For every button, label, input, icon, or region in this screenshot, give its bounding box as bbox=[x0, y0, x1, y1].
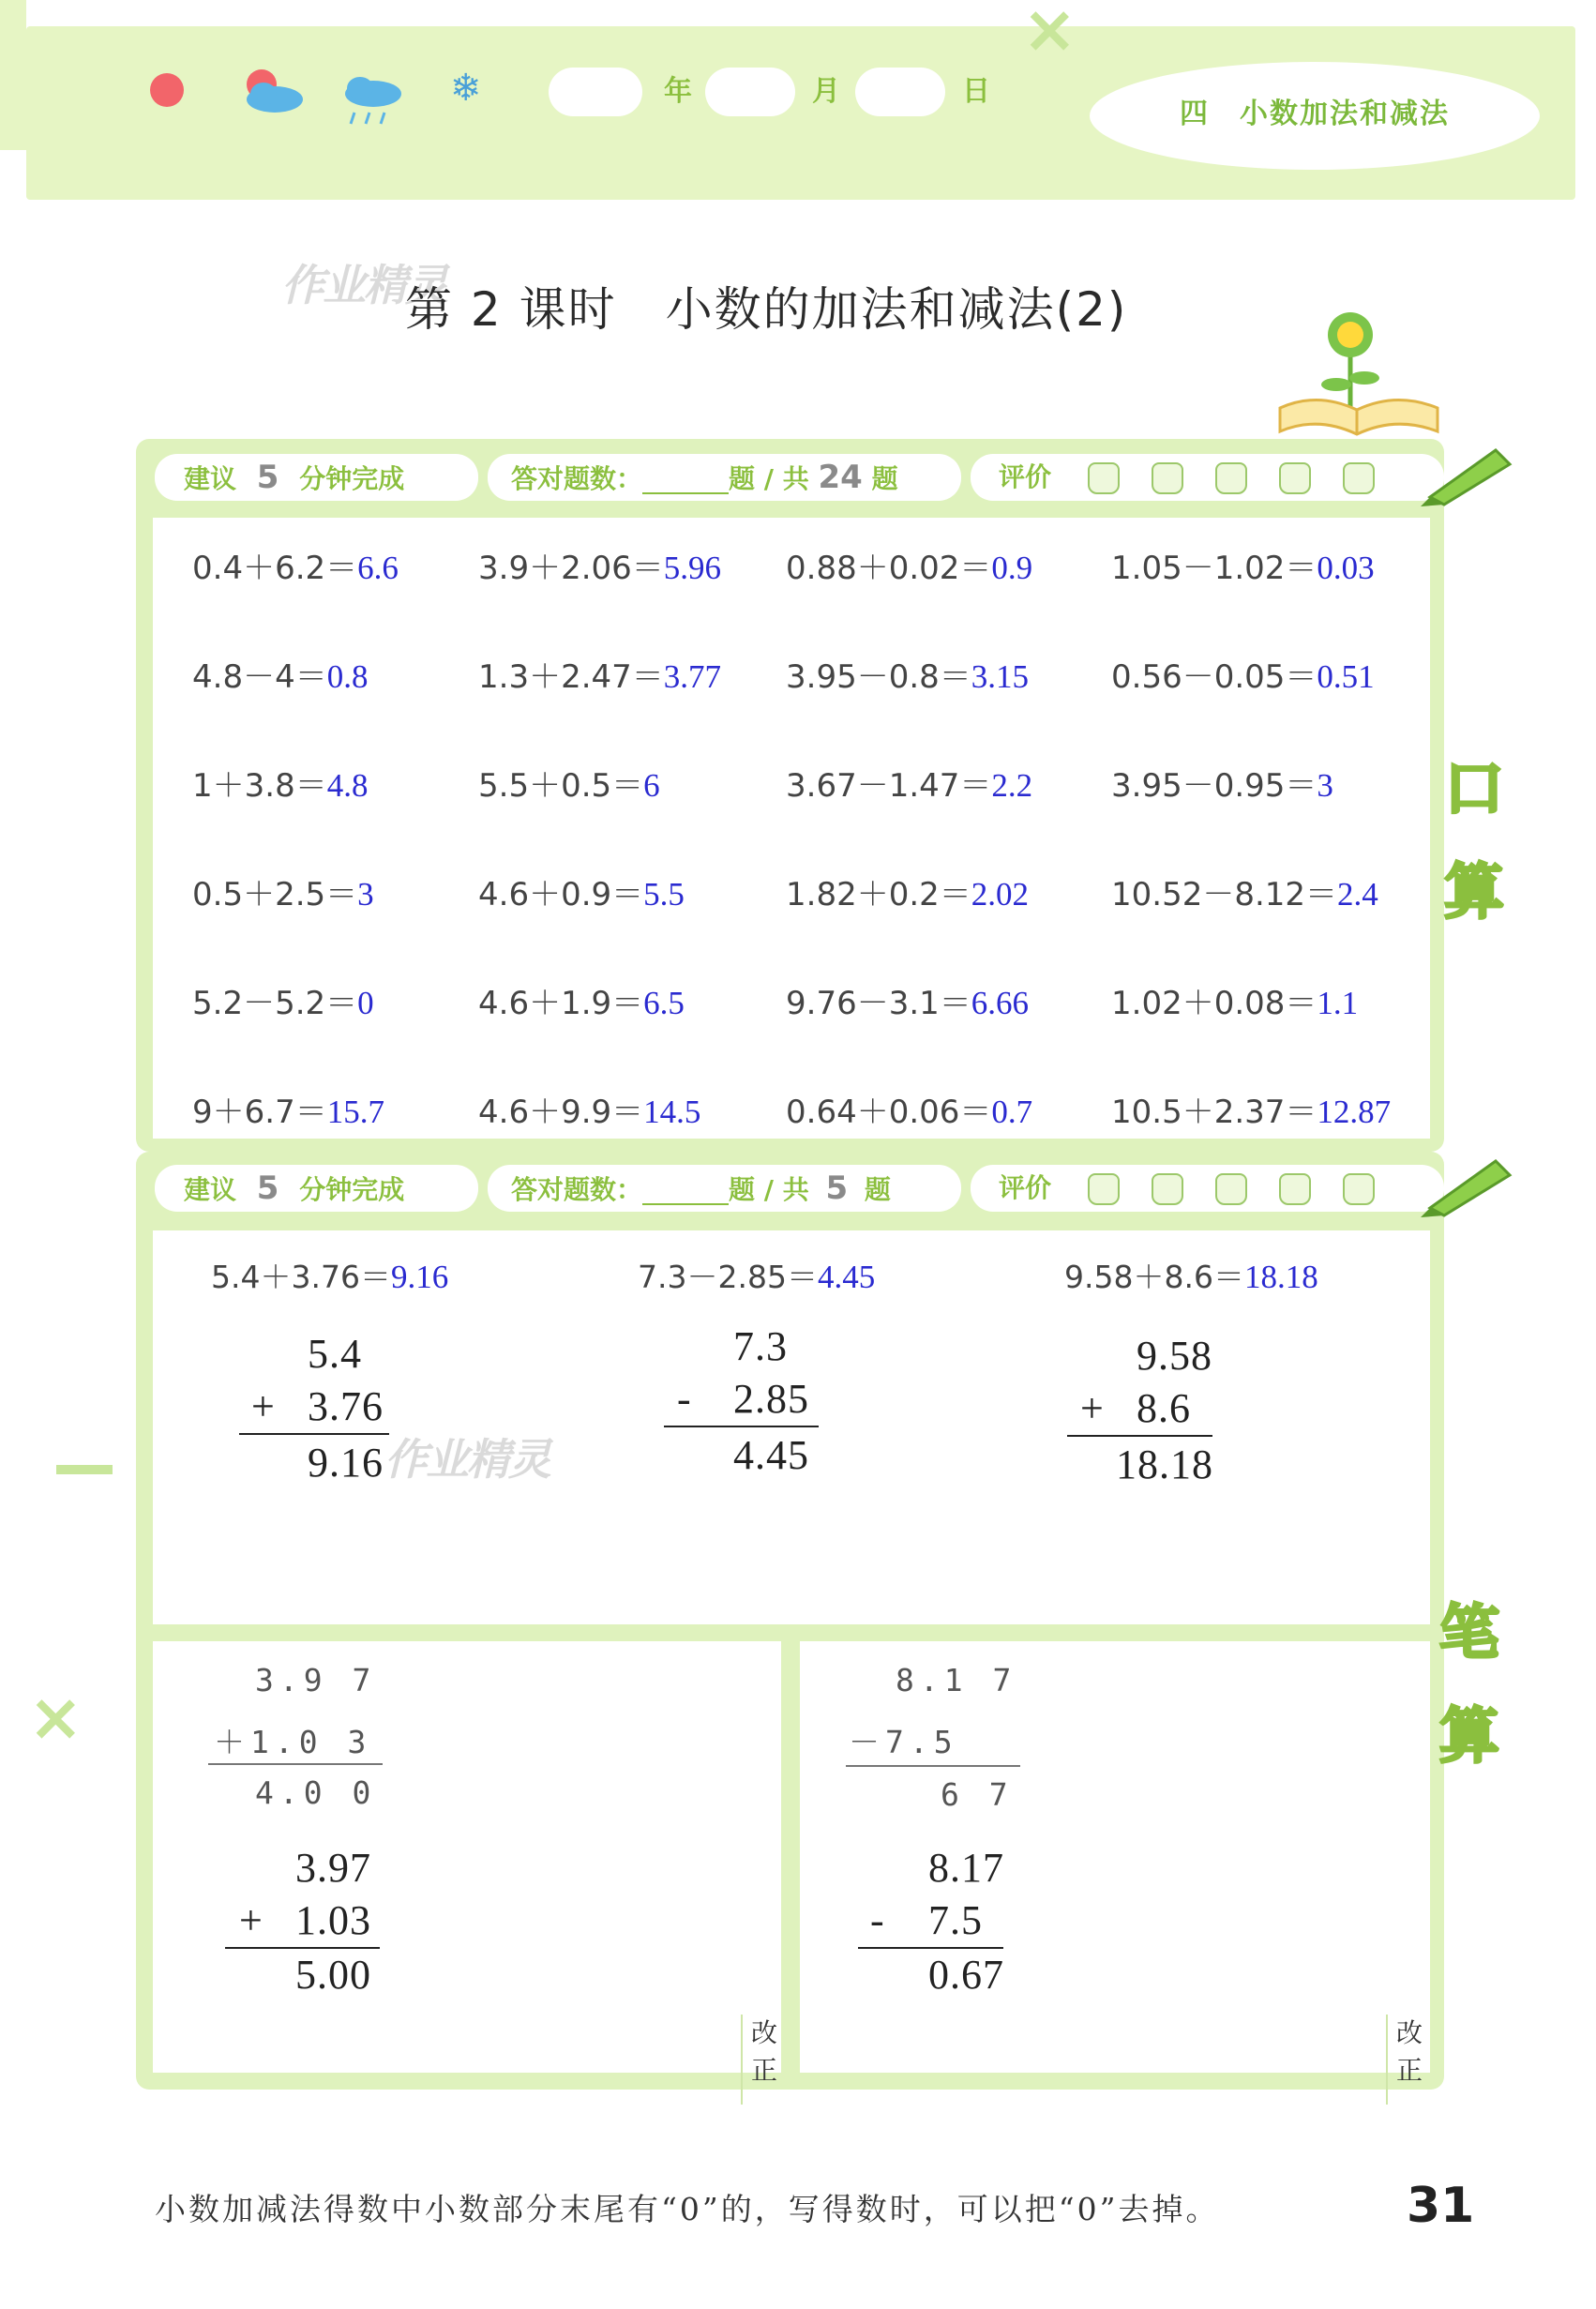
oral-problem: 0.88＋0.02＝0.9 bbox=[786, 550, 1033, 587]
correction-box[interactable]: 改 正 bbox=[1386, 2015, 1431, 2105]
oral-answer: 2.2 bbox=[991, 767, 1033, 804]
watermark: 作业精灵 bbox=[384, 1434, 550, 1485]
work-result: 5.00 bbox=[295, 1952, 371, 1998]
printed-result: 4.0 0 bbox=[255, 1774, 377, 1811]
oral-problem: 10.52－8.12＝2.4 bbox=[1111, 876, 1378, 913]
oral-problem: 0.56－0.05＝0.51 bbox=[1111, 658, 1375, 696]
lesson-title: 第 2 课时 小数的加法和减法(2) bbox=[405, 282, 1128, 337]
header-edge bbox=[0, 0, 26, 150]
oral-answer: 6.6 bbox=[357, 550, 399, 586]
work-line bbox=[225, 1947, 380, 1949]
oral-answer: 3 bbox=[357, 876, 374, 913]
oral-problem: 5.2－5.2＝0 bbox=[192, 985, 374, 1022]
oral-problem: 4.8－4＝0.8 bbox=[192, 658, 369, 696]
thumb-icon[interactable] bbox=[1215, 1173, 1247, 1205]
work-result: 18.18 bbox=[1116, 1441, 1213, 1487]
thumb-icon[interactable] bbox=[1279, 462, 1311, 494]
written-answer: 9.16 bbox=[390, 1259, 449, 1295]
work-top: 9.58 bbox=[1137, 1333, 1212, 1379]
oral-problem: 4.6＋0.9＝5.5 bbox=[478, 876, 685, 913]
month-label: 月 bbox=[812, 75, 840, 108]
partly-cloudy-icon bbox=[239, 68, 307, 120]
book-flower-icon bbox=[1271, 305, 1449, 441]
oral-answer: 4.8 bbox=[326, 767, 369, 804]
decorative-minus-icon bbox=[56, 1465, 113, 1474]
oral-answer: 0.9 bbox=[991, 550, 1033, 586]
work-line bbox=[239, 1433, 389, 1435]
year-label: 年 bbox=[664, 75, 692, 108]
oral-count: 答对题数： 题 / 共 24 题 bbox=[511, 459, 898, 496]
day-field[interactable] bbox=[855, 68, 945, 116]
correct-count-blank[interactable] bbox=[642, 466, 729, 494]
oral-answer: 3.15 bbox=[971, 658, 1030, 695]
oral-rating-label: 评价 bbox=[999, 461, 1052, 492]
correction-panel-right bbox=[800, 1641, 1430, 2073]
work-line bbox=[858, 1947, 1003, 1949]
printed-line bbox=[208, 1763, 383, 1765]
oral-problem: 1.3＋2.47＝3.77 bbox=[478, 658, 722, 696]
oral-panel bbox=[153, 518, 1430, 1139]
oral-problem: 4.6＋9.9＝14.5 bbox=[478, 1094, 701, 1131]
snow-icon: ❄ bbox=[450, 67, 482, 110]
oral-problem: 1.05－1.02＝0.03 bbox=[1111, 550, 1375, 587]
printed-top: 3.9 7 bbox=[255, 1662, 377, 1698]
oral-answer: 15.7 bbox=[326, 1094, 384, 1130]
oral-problem: 5.5＋0.5＝6 bbox=[478, 767, 660, 805]
tip-text: 小数加减法得数中小数部分末尾有“0”的，写得数时，可以把“0”去掉。 bbox=[155, 2191, 1220, 2227]
oral-problem: 1.02＋0.08＝1.1 bbox=[1111, 985, 1359, 1022]
oral-problem: 0.5＋2.5＝3 bbox=[192, 876, 374, 913]
thumb-icon[interactable] bbox=[1088, 1173, 1120, 1205]
work-operator: + bbox=[1080, 1385, 1105, 1431]
oral-answer: 12.87 bbox=[1317, 1094, 1392, 1130]
oral-problem: 3.95－0.95＝3 bbox=[1111, 767, 1333, 805]
correction-box[interactable]: 改 正 bbox=[741, 2015, 786, 2105]
oral-problem: 3.95－0.8＝3.15 bbox=[786, 658, 1030, 696]
printed-result: 6 7 bbox=[941, 1776, 1014, 1813]
work-result: 9.16 bbox=[308, 1440, 384, 1486]
oral-answer: 0.7 bbox=[991, 1094, 1033, 1130]
oral-problem: 3.67－1.47＝2.2 bbox=[786, 767, 1033, 805]
work-operator: - bbox=[870, 1897, 885, 1943]
oral-answer: 5.5 bbox=[643, 876, 685, 913]
thumb-icon[interactable] bbox=[1088, 462, 1120, 494]
oral-answer: 2.02 bbox=[971, 876, 1030, 913]
oral-answer: 6 bbox=[643, 767, 660, 804]
printed-bottom: ＋1.0 3 bbox=[214, 1724, 372, 1760]
thumb-icon[interactable] bbox=[1343, 1173, 1375, 1205]
written-answer: 4.45 bbox=[817, 1259, 876, 1295]
oral-problem: 4.6＋1.9＝6.5 bbox=[478, 985, 685, 1022]
thumb-icon[interactable] bbox=[1152, 462, 1183, 494]
work-operator: + bbox=[251, 1383, 276, 1429]
correction-panel-left bbox=[153, 1641, 781, 2073]
decorative-x-icon: × bbox=[28, 1679, 83, 1756]
sun-icon bbox=[150, 73, 184, 107]
pencil-icon bbox=[1421, 441, 1514, 510]
work-line bbox=[664, 1426, 819, 1427]
work-bottom: 1.03 bbox=[295, 1897, 371, 1943]
oral-problem: 0.64＋0.06＝0.7 bbox=[786, 1094, 1033, 1131]
written-problem: 7.3－2.85＝4.45 bbox=[638, 1259, 876, 1295]
oral-answer: 1.1 bbox=[1317, 985, 1359, 1021]
correct-count-blank[interactable] bbox=[642, 1177, 729, 1205]
oral-answer: 0.03 bbox=[1317, 550, 1375, 586]
work-top: 5.4 bbox=[308, 1331, 362, 1377]
pencil-icon bbox=[1421, 1152, 1514, 1221]
oral-answer: 6.5 bbox=[643, 985, 685, 1021]
oral-answer: 0 bbox=[357, 985, 374, 1021]
section-label-char: 算 bbox=[1439, 1702, 1499, 1772]
year-field[interactable] bbox=[549, 68, 642, 116]
section-label-char: 算 bbox=[1444, 858, 1504, 928]
oral-answer: 0.8 bbox=[326, 658, 369, 695]
work-top: 7.3 bbox=[733, 1323, 788, 1369]
oral-problem: 0.4＋6.2＝6.6 bbox=[192, 550, 399, 587]
written-count: 答对题数： 题 / 共 5 题 bbox=[511, 1170, 891, 1207]
oral-problem: 9.76－3.1＝6.66 bbox=[786, 985, 1030, 1022]
work-bottom: 3.76 bbox=[308, 1383, 384, 1429]
written-suggest: 建议 5 分钟完成 bbox=[184, 1170, 405, 1207]
oral-problem: 10.5＋2.37＝12.87 bbox=[1111, 1094, 1392, 1131]
oral-answer: 0.51 bbox=[1317, 658, 1375, 695]
work-bottom: 2.85 bbox=[733, 1376, 809, 1422]
work-operator: - bbox=[677, 1376, 692, 1422]
oral-problem: 1.82＋0.2＝2.02 bbox=[786, 876, 1030, 913]
work-top: 8.17 bbox=[928, 1845, 1004, 1891]
thumb-icon[interactable] bbox=[1215, 462, 1247, 494]
work-bottom: 8.6 bbox=[1137, 1385, 1191, 1431]
printed-top: 8.1 7 bbox=[896, 1662, 1017, 1698]
written-answer: 18.18 bbox=[1243, 1259, 1318, 1295]
oral-answer: 3 bbox=[1317, 767, 1333, 804]
watermark: 作业精灵 bbox=[281, 260, 446, 310]
unit-title: 四 小数加法和减法 bbox=[1180, 98, 1450, 130]
work-bottom: 7.5 bbox=[928, 1897, 983, 1943]
thumb-icon[interactable] bbox=[1279, 1173, 1311, 1205]
written-problem: 5.4＋3.76＝9.16 bbox=[211, 1259, 449, 1295]
oral-answer: 2.4 bbox=[1337, 876, 1378, 913]
thumb-icon[interactable] bbox=[1152, 1173, 1183, 1205]
oral-answer: 5.96 bbox=[663, 550, 722, 586]
oral-answer: 6.66 bbox=[971, 985, 1030, 1021]
written-rating-label: 评价 bbox=[999, 1172, 1052, 1203]
oral-answer: 3.77 bbox=[663, 658, 722, 695]
decorative-x-icon: × bbox=[1022, 0, 1077, 68]
section-label-char: 笔 bbox=[1439, 1599, 1499, 1668]
work-top: 3.97 bbox=[295, 1845, 371, 1891]
page-number: 31 bbox=[1407, 2178, 1475, 2234]
work-result: 0.67 bbox=[928, 1952, 1004, 1998]
day-label: 日 bbox=[962, 75, 990, 108]
written-problem: 9.58＋8.6＝18.18 bbox=[1064, 1259, 1318, 1295]
oral-suggest: 建议 5 分钟完成 bbox=[184, 459, 405, 496]
oral-problem: 3.9＋2.06＝5.96 bbox=[478, 550, 722, 587]
thumb-icon[interactable] bbox=[1343, 462, 1375, 494]
section-label-char: 口 bbox=[1444, 755, 1504, 824]
work-operator: + bbox=[239, 1897, 263, 1943]
printed-line bbox=[846, 1765, 1020, 1767]
rain-icon bbox=[338, 73, 405, 135]
oral-problem: 9＋6.7＝15.7 bbox=[192, 1094, 384, 1131]
printed-bottom: －7.5 bbox=[849, 1724, 958, 1760]
month-field[interactable] bbox=[705, 68, 795, 116]
oral-problem: 1＋3.8＝4.8 bbox=[192, 767, 369, 805]
oral-answer: 14.5 bbox=[643, 1094, 701, 1130]
work-line bbox=[1067, 1435, 1212, 1437]
work-result: 4.45 bbox=[733, 1432, 809, 1478]
